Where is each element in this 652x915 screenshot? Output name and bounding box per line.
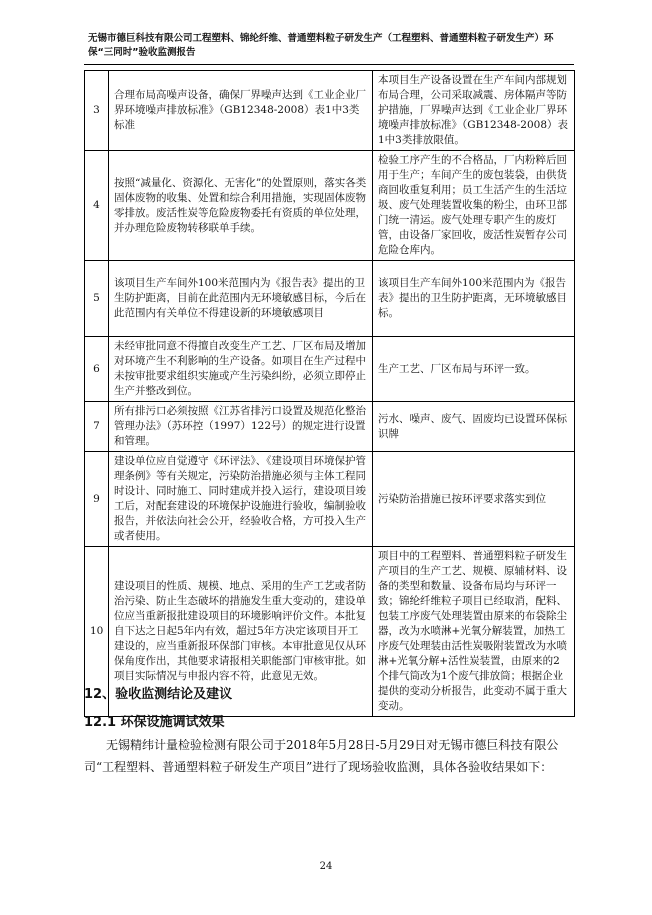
paragraph-text: 无锡精纬计量检验检测有限公司于2018年5月28日-5月29日对无锡市德巨科技有限公司“工程塑料、普通塑料粒子研发生产项目”进行了现场验收监测，具体各验收结果如下： [84, 738, 559, 774]
row-number: 10 [85, 547, 109, 717]
requirements-table [84, 70, 575, 717]
table-row [85, 452, 575, 547]
header-line-2: 保“三同时”验收监测报告 [88, 47, 196, 58]
requirement-cell: 该项目生产车间外100米范围内为《报告表》提出的卫生防护距离，目前在此范围内无环境敏感目标，今后在此范围内有关单位不得建设新的环境敏感项目 [109, 261, 373, 337]
table-row [85, 151, 575, 261]
row-number: 9 [85, 452, 109, 547]
row-number: 6 [85, 337, 109, 402]
status-cell: 生产工艺、厂区布局与环评一致。 [373, 337, 575, 402]
body-paragraph [84, 734, 574, 778]
status-cell: 检验工序产生的不合格品，厂内粉粹后回用于生产；车间产生的废包装袋，由供货商回收重复利用；员工生活产生的生活垃圾、废气处理装置收集的粉尘，由环卫部门统一清运。废气处理专职产生的废灯管，由设备厂家回收，废活性炭暂存公司危险仓库内。 [373, 151, 575, 261]
table-row [85, 402, 575, 452]
status-cell: 污染防治措施已按环评要求落实到位 [373, 452, 575, 547]
status-cell: 该项目生产车间外100米范围内为《报告表》提出的卫生防护距离，无环境敏感目标。 [373, 261, 575, 337]
requirement-cell: 所有排污口必须按照《江苏省排污口设置及规范化整治管理办法》（苏环控（1997）122号）的规定进行设置和管理。 [109, 402, 373, 452]
header-divider [84, 64, 574, 65]
requirement-cell: 按照“减量化、资源化、无害化”的处置原则，落实各类固体废物的收集、处置和综合利用措施，实现固体废物零排放。废活性炭等危险废物委托有资质的单位处理，并办理危险废物转移联单手续。 [109, 151, 373, 261]
table-row [85, 337, 575, 402]
requirement-cell: 建设单位应自觉遵守《环评法》、《建设项目环境保护管理条例》等有关规定，污染防治措施必须与主体工程同时设计、同时施工、同时建成并投入运行，建设项目竣工后，对配套建设的环境保护设施进行验收，编制验收报告，并依法向社会公开，经验收合格，方可投入生产或者使用。 [109, 452, 373, 547]
subsection-heading: 12.1 环保设施调试效果 [84, 715, 225, 730]
table-row [85, 71, 575, 151]
requirement-cell: 合理布局高噪声设备，确保厂界噪声达到《工业企业厂界环境噪声排放标准》（GB12348-2008）表1中3类标准 [109, 71, 373, 151]
row-number: 3 [85, 71, 109, 151]
status-cell: 项目中的工程塑料、普通塑料粒子研发生产项目的生产工艺、规模、原辅材料、设备的类型和数量、设备布局均与环评一致；锦纶纤维粒子项目已经取消，配料、包装工序废气处理装置由原来的布袋除尘器，改为水喷淋+光氧分解装置，加热工序废气处理装由活性炭吸附装置改为水喷淋+光氧分解+活性炭装置，由原来的2个排气筒改为1个废气排放筒；根据企业提供的变动分析报告，此变动不属于重大变动。 [373, 547, 575, 717]
header-line-1: 无锡市德巨科技有限公司工程塑料、锦纶纤维、普通塑料粒子研发生产（工程塑料、普通塑料粒子研发生产）环 [88, 33, 554, 44]
row-number: 7 [85, 402, 109, 452]
page-header [88, 32, 566, 60]
requirement-cell: 未经审批同意不得擅自改变生产工艺、厂区布局及增加对环境产生不利影响的生产设备。如项目在生产过程中未按审批要求组织实施或产生污染纠纷，必须立即停止生产并整改到位。 [109, 337, 373, 402]
table-row [85, 261, 575, 337]
status-cell: 污水、噪声、废气、固废均已设置环保标识牌 [373, 402, 575, 452]
section-heading: 12、验收监测结论及建议 [84, 687, 233, 702]
row-number: 4 [85, 151, 109, 261]
status-cell: 本项目生产设备设置在生产车间内部规划布局合理，公司采取减震、房体隔声等防护措施，厂界噪声达到《工业企业厂界环境噪声排放标准》（GB12348-2008）表1中3类排放限值。 [373, 71, 575, 151]
requirement-cell: 建设项目的性质、规模、地点、采用的生产工艺或者防治污染、防止生态破坏的措施发生重大变动的，建设单位应当重新报批建设项目的环境影响评价文件。本批复自下达之日起5年内有效，超过5年方决定该项目开工建设的，应当重新报环保部门审核。本审批意见仅从环保角度作出，其他要求请报相关职能部门审核审批。如项目实际情况与申报内容不符，此意见无效。 [109, 547, 373, 717]
page-number: 24 [319, 861, 333, 872]
row-number: 5 [85, 261, 109, 337]
